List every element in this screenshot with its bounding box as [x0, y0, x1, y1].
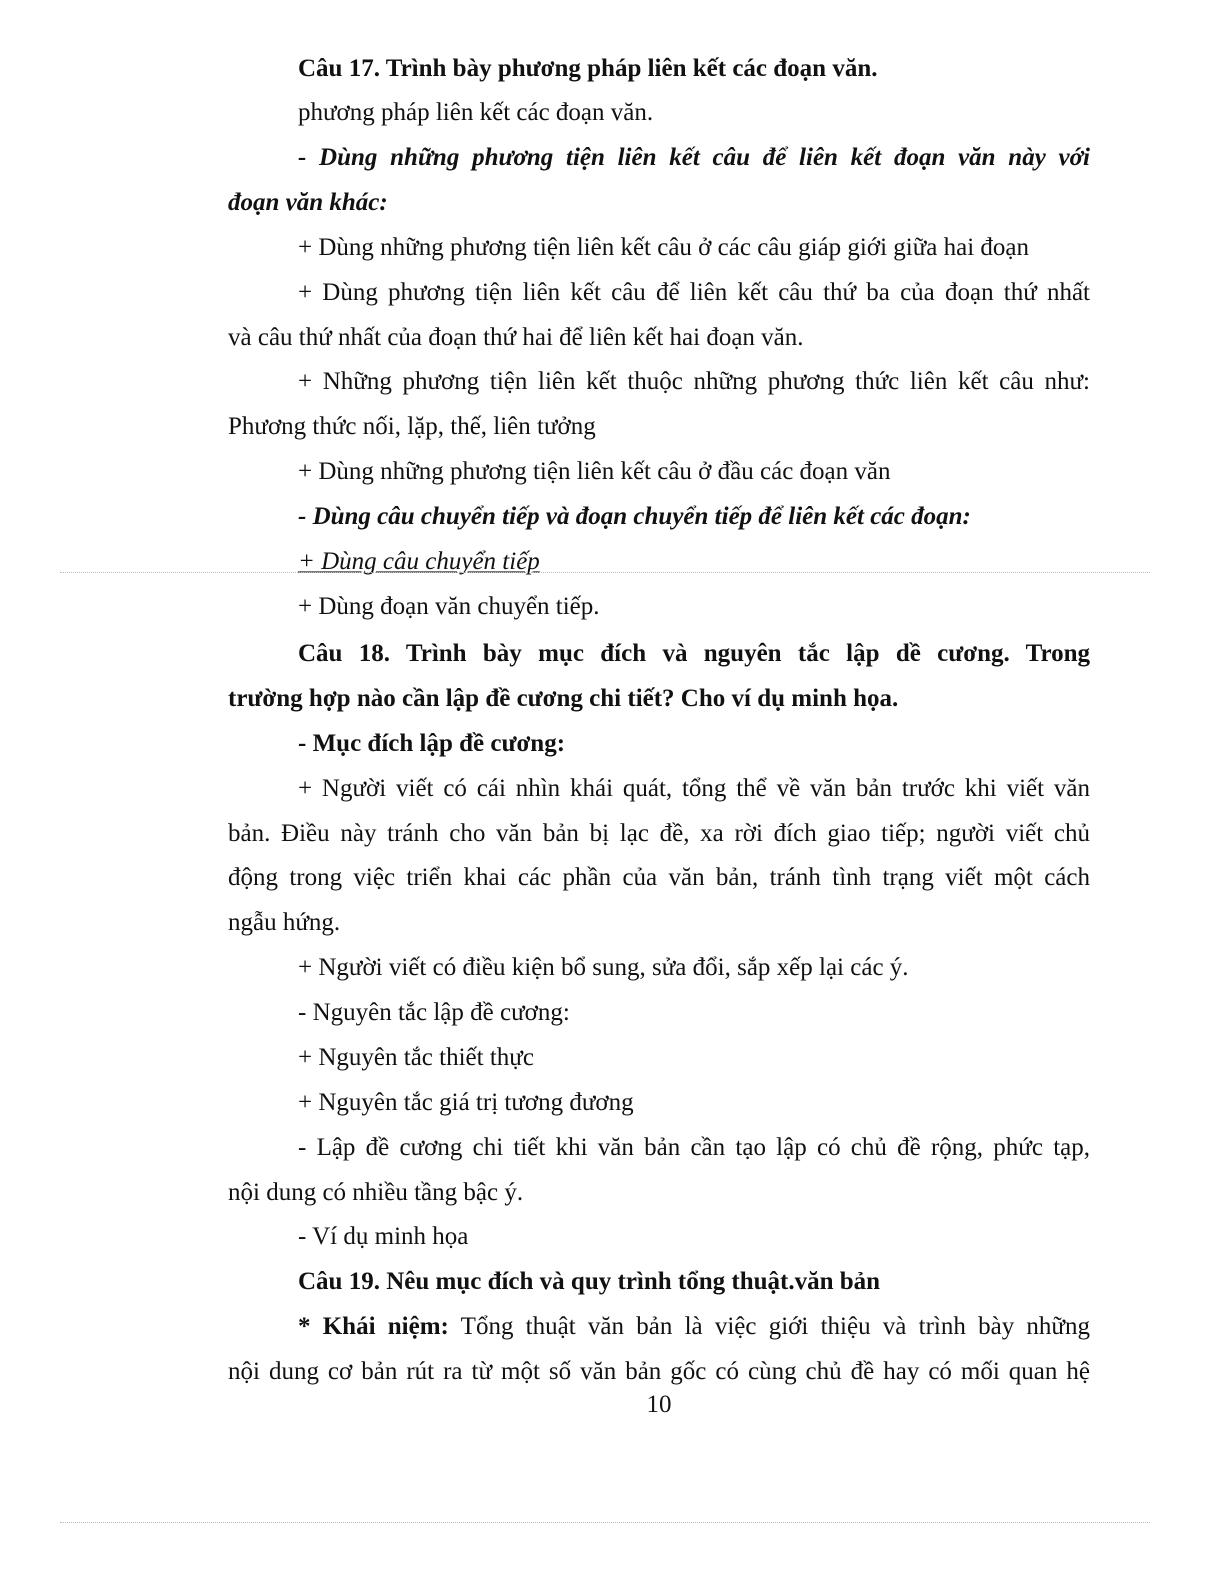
paragraph-line: + Nguyên tắc giá trị tương đương	[298, 1089, 634, 1116]
paragraph-line: ngẫu hứng.	[228, 909, 341, 936]
subheading-line: - Dùng câu chuyển tiếp và đoạn chuyển tiếp để liên kết các đoạn:	[298, 503, 971, 530]
paragraph-line: + Những phương tiện liên kết thuộc những phương thức liên kết câu như:	[298, 368, 1090, 395]
paragraph-line: động trong việc triển khai các phần của văn bản, tránh tình trạng viết một cách	[228, 864, 1090, 891]
paragraph-line: + Dùng đoạn văn chuyển tiếp.	[298, 593, 600, 620]
paragraph-line: - Nguyên tắc lập đề cương:	[298, 999, 570, 1026]
khai-niem-label: * Khái niệm:	[298, 1313, 449, 1340]
scan-artifact-line	[60, 1522, 1150, 1523]
subheading-line: - Mục đích lập đề cương:	[298, 730, 566, 757]
paragraph-line: nội dung có nhiều tầng bậc ý.	[228, 1179, 524, 1206]
paragraph-line: + Dùng những phương tiện liên kết câu ở đầu các đoạn văn	[298, 458, 891, 485]
paragraph-line: nội dung cơ bản rút ra từ một số văn bản gốc có cùng chủ đề hay có mối quan hệ	[228, 1358, 1090, 1385]
paragraph-line: - Lập đề cương chi tiết khi văn bản cần tạo lập có chủ đề rộng, phức tạp,	[298, 1134, 1090, 1161]
subheading-line: đoạn văn khác:	[228, 189, 388, 216]
paragraph-line: + Người viết có cái nhìn khái quát, tổng thể về văn bản trước khi viết văn	[298, 775, 1090, 802]
heading-cau-18: Câu 18. Trình bày mục đích và nguyên tắc lập dề cương. Trong	[298, 640, 1090, 667]
heading-cau-19: Câu 19. Nêu mục đích và quy trình tổng thuật.văn bản	[298, 1268, 881, 1295]
page-number: 10	[646, 1391, 672, 1418]
paragraph-line: + Nguyên tắc thiết thực	[298, 1044, 534, 1071]
subheading-line: - Dùng những phương tiện liên kết câu để liên kết đoạn văn này với	[298, 144, 1090, 171]
khai-niem-text: Tổng thuật văn bản là việc giới thiệu và trình bày những	[460, 1313, 1090, 1340]
paragraph-line: + Dùng phương tiện liên kết câu để liên kết câu thứ ba của đoạn thứ nhất	[298, 279, 1090, 306]
paragraph-line: bản. Điều này tránh cho văn bản bị lạc đề, xa rời đích giao tiếp; người viết chủ	[228, 820, 1090, 847]
heading-cau-18-continued: trường hợp nào cần lập đề cương chi tiết? Cho ví dụ minh họa.	[228, 685, 899, 712]
paragraph-line: - Ví dụ minh họa	[298, 1223, 469, 1250]
paragraph-line: + Dùng câu chuyển tiếp	[298, 548, 540, 575]
paragraph-line: phương pháp liên kết các đoạn văn.	[298, 99, 654, 126]
paragraph-line: + Người viết có điều kiện bổ sung, sửa đổi, sắp xếp lại các ý.	[298, 954, 909, 981]
paragraph-line: và câu thứ nhất của đoạn thứ hai để liên kết hai đoạn văn.	[228, 324, 804, 351]
khai-niem-line	[298, 1310, 1090, 1344]
paragraph-line: + Dùng những phương tiện liên kết câu ở các câu giáp giới giữa hai đoạn	[298, 234, 1030, 261]
paragraph-line: Phương thức nối, lặp, thế, liên tưởng	[228, 413, 596, 440]
heading-cau-17: Câu 17. Trình bày phương pháp liên kết các đoạn văn.	[298, 55, 878, 82]
scan-artifact-line	[60, 572, 1150, 573]
